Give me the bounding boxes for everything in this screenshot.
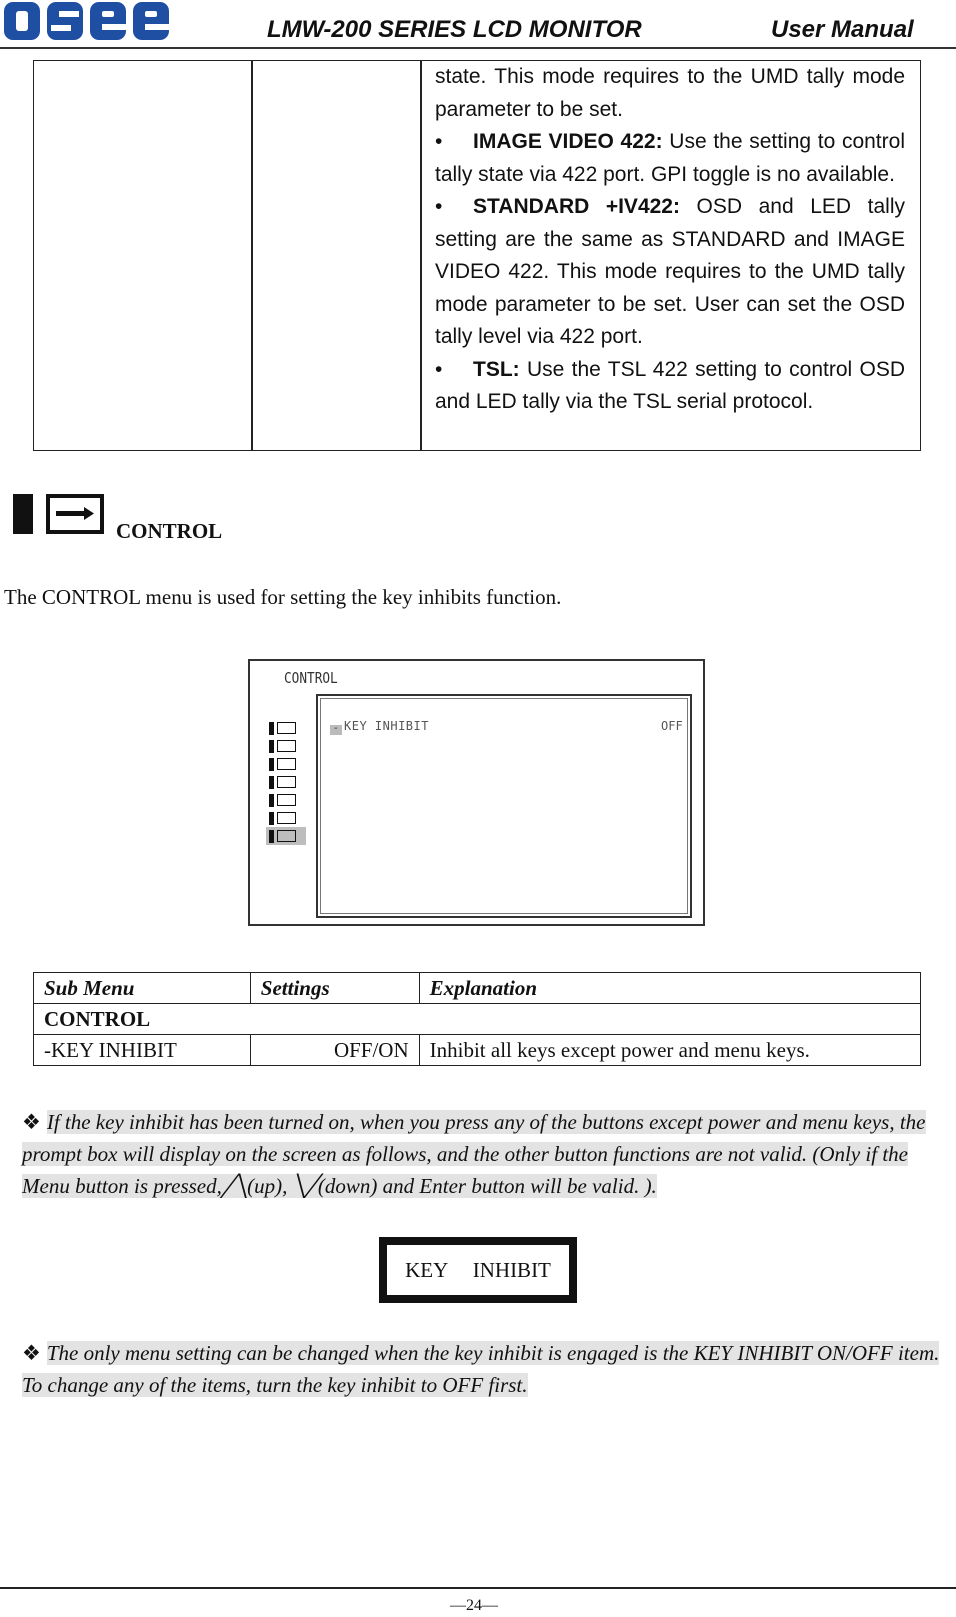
document-type: User Manual <box>771 16 914 43</box>
osd-menu-screenshot <box>248 659 705 926</box>
note-key-inhibit <box>22 1106 956 1202</box>
bullet-item <box>435 354 905 419</box>
bullet-term: STANDARD +IV422: <box>473 195 680 218</box>
explanation-text: state. This mode requires to the UMD tally mode parameter to be set. <box>435 65 905 121</box>
bullet-term: IMAGE VIDEO 422: <box>473 130 663 153</box>
dots-icon <box>266 737 306 755</box>
note-text: If the key inhibit has been turned on, when you press any of the buttons except power and menu keys, the prompt box will display on the screen as follows, and the other button functions are not valid. (Only if the Menu button is pressed,╱╲(up), ╲╱(down) and Enter button will be valid. ). <box>22 1110 926 1198</box>
bullet-text: Use the TSL 422 setting to control OSD and LED tally via the TSL serial protocol. <box>435 357 905 413</box>
osd-item-label: KEY INHIBIT <box>344 719 429 733</box>
key-inhibit-prompt-box: KEY INHIBIT <box>379 1237 577 1303</box>
table-row <box>34 1035 921 1066</box>
column-header: Settings <box>250 973 419 1004</box>
osee-logo <box>2 0 174 42</box>
column-header: Explanation <box>419 973 920 1004</box>
document-title: LMW-200 SERIES LCD MONITOR <box>267 16 642 43</box>
tally-mode-table <box>33 60 921 451</box>
control-bar-icon <box>13 494 33 534</box>
footer-divider <box>0 1587 956 1589</box>
section-intro: The CONTROL menu is used for setting the key inhibits function. <box>4 585 562 609</box>
control-icon <box>266 827 306 845</box>
table-column-divider <box>251 61 253 450</box>
bullet-text: OSD and LED tally setting are the same as STANDARD and IMAGE VIDEO 422. This mode requires to the UMD tally mode parameter to be set. User can set the OSD tally level via 422 port. <box>435 195 905 348</box>
toolbox-icon <box>266 809 306 827</box>
bullet-icon: • <box>435 195 443 218</box>
control-icon <box>46 494 104 534</box>
osd-item-value: OFF <box>661 719 683 733</box>
bullet-item <box>435 126 905 191</box>
audio-icon <box>266 791 306 809</box>
table-section-row <box>34 1004 921 1035</box>
osd-panel <box>316 694 692 918</box>
osd-menu-item <box>330 719 429 735</box>
note-menu-setting <box>22 1337 956 1401</box>
settings-cell: OFF/ON <box>250 1035 419 1066</box>
person-icon <box>266 773 306 791</box>
submenu-table <box>33 972 921 1066</box>
bullet-icon: • <box>435 357 443 381</box>
section-heading: CONTROL <box>116 519 223 543</box>
column-header: Sub Menu <box>34 973 251 1004</box>
page-number: —24— <box>450 1597 498 1614</box>
note-text: The only menu setting can be changed when the key inhibit is engaged is the KEY INHIBIT ON/OFF item. To change any of the items, turn the key inhibit to OFF first. <box>22 1341 940 1397</box>
header-divider <box>0 47 956 49</box>
table-header-row <box>34 973 921 1004</box>
bullet-text: Use the setting to control tally state via 422 port. GPI toggle is no available. <box>435 130 905 186</box>
osd-title: CONTROL <box>284 669 338 687</box>
section-cell: CONTROL <box>34 1004 921 1035</box>
bullet-icon: • <box>435 130 443 153</box>
item-mark: - <box>330 725 342 735</box>
table-column-divider <box>420 61 422 450</box>
bullet-term: TSL: <box>473 357 520 381</box>
osd-icon-column <box>266 719 306 845</box>
explanation-cell <box>435 61 905 419</box>
explanation-cell: Inhibit all keys except power and menu keys. <box>419 1035 920 1066</box>
display-icon <box>266 755 306 773</box>
diamond-icon: ❖ <box>22 1110 41 1134</box>
diamond-icon: ❖ <box>22 1341 41 1365</box>
list-icon <box>266 719 306 737</box>
bullet-item <box>435 191 905 354</box>
submenu-cell: -KEY INHIBIT <box>34 1035 251 1066</box>
